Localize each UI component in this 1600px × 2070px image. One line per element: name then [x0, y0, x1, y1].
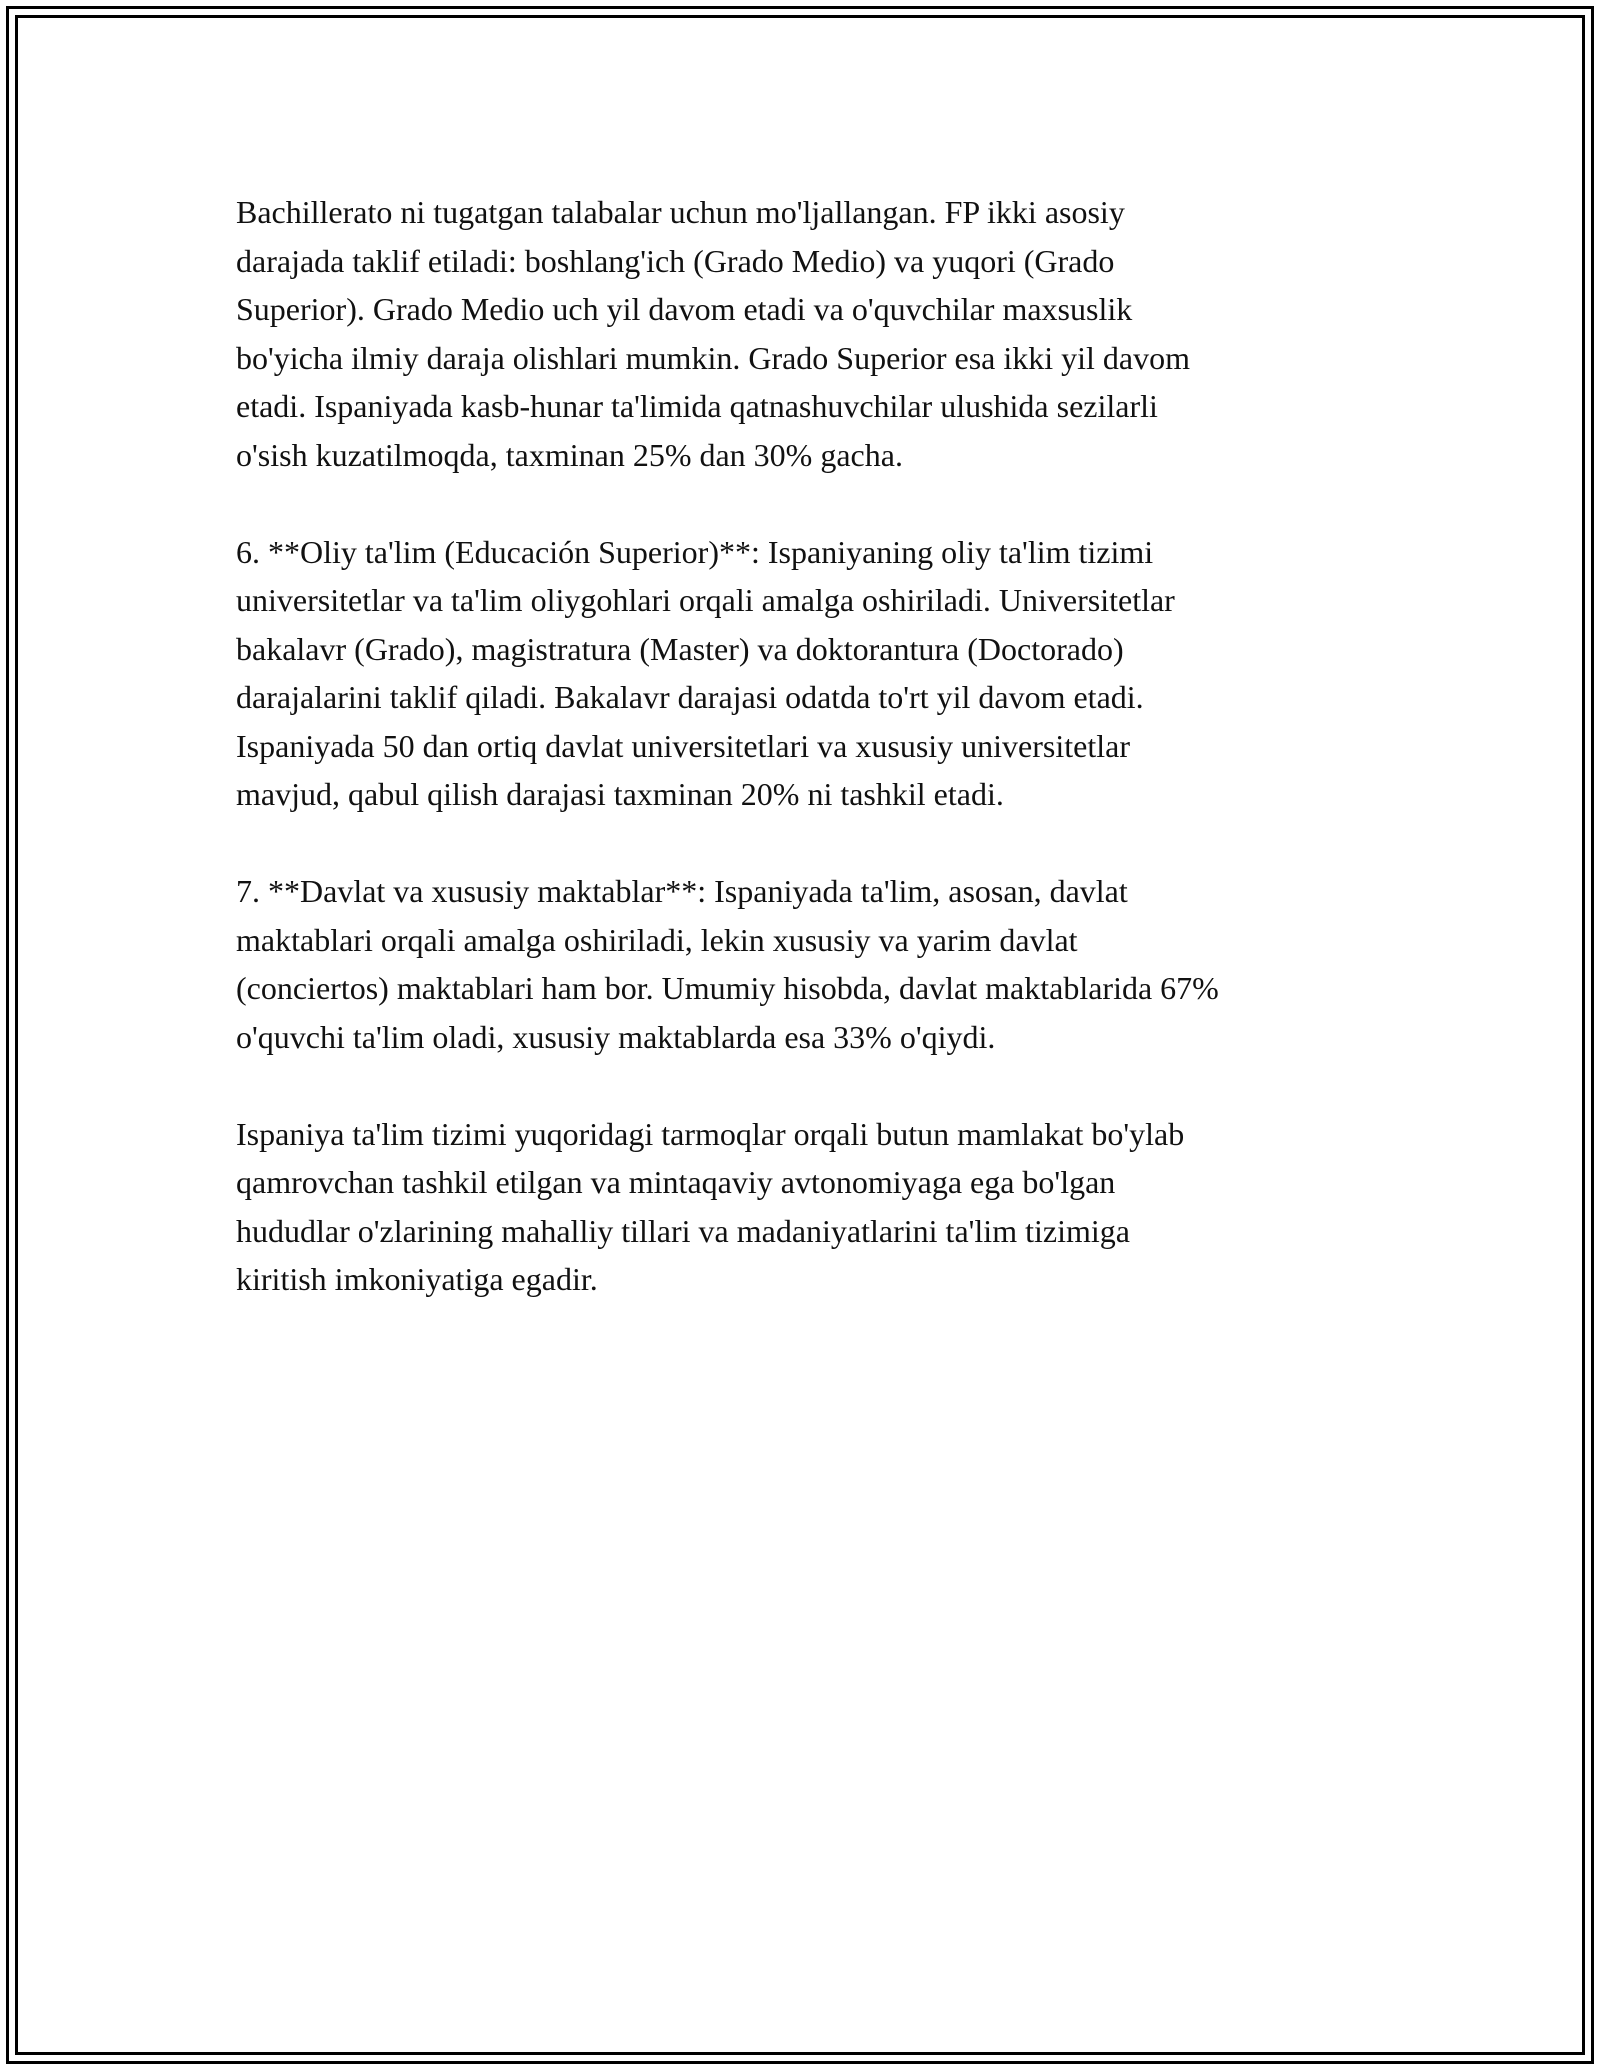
text-line: Ispaniya ta'lim tizimi yuqoridagi tarmoqlar orqali butun mamlakat bo'ylab	[236, 1115, 1185, 1152]
text-line: qamrovchan tashkil etilgan va mintaqaviy avtonomiyaga ega bo'lgan	[236, 1164, 1116, 1200]
text-line: etadi. Ispaniyada kasb-hunar ta'limida qatnashuvchilar ulushida sezilarli	[236, 388, 1158, 424]
text-line: o'quvchi ta'lim oladi, xususiy maktablarda esa 33% o'qiydi.	[236, 1018, 996, 1055]
document-body	[236, 188, 1386, 1352]
text-line: maktablari orqali amalga oshiriladi, lekin xususiy va yarim davlat	[236, 921, 1078, 958]
text-line: bakalavr (Grado), magistratura (Master) va doktorantura (Doctorado)	[236, 630, 1124, 667]
paragraph-public-private-schools	[236, 867, 1386, 1061]
text-line: o'sish kuzatilmoqda, taxminan 25% dan 30% gacha.	[236, 436, 903, 473]
paragraph-higher-education	[236, 528, 1386, 819]
text-line: Superior). Grado Medio uch yil davom etadi va o'quvchilar maxsuslik	[236, 291, 1133, 327]
text-line: (conciertos) maktablari ham bor. Umumiy hisobda, davlat maktablarida 67%	[236, 970, 1219, 1006]
text-line: darajada taklif etiladi: boshlang'ich (Grado Medio) va yuqori (Grado	[236, 242, 1115, 279]
text-line: kiritish imkoniyatiga egadir.	[236, 1261, 598, 1297]
paragraph-conclusion	[236, 1110, 1386, 1304]
text-line: Ispaniyada 50 dan ortiq davlat universitetlari va xususiy universitetlar	[236, 727, 1130, 764]
text-line: darajalarini taklif qiladi. Bakalavr darajasi odatda to'rt yil davom etadi.	[236, 679, 1144, 715]
text-line: bo'yicha ilmiy daraja olishlari mumkin. Grado Superior esa ikki yil davom	[236, 339, 1191, 376]
text-line: universitetlar va ta'lim oliygohlari orqali amalga oshiriladi. Universitetlar	[236, 582, 1175, 618]
text-line: 6. **Oliy ta'lim (Educación Superior)**: Ispaniyaning oliy ta'lim tizimi	[236, 533, 1154, 570]
text-line: hududlar o'zlarining mahalliy tillari va madaniyatlarini ta'lim tizimiga	[236, 1212, 1130, 1249]
text-line: Bachillerato ni tugatgan talabalar uchun mo'ljallangan. FP ikki asosiy	[236, 194, 1125, 230]
text-line: mavjud, qabul qilish darajasi taxminan 20% ni tashkil etadi.	[236, 776, 1004, 812]
text-line: 7. **Davlat va xususiy maktablar**: Ispaniyada ta'lim, asosan, davlat	[236, 873, 1128, 909]
paragraph-vocational	[236, 188, 1386, 479]
